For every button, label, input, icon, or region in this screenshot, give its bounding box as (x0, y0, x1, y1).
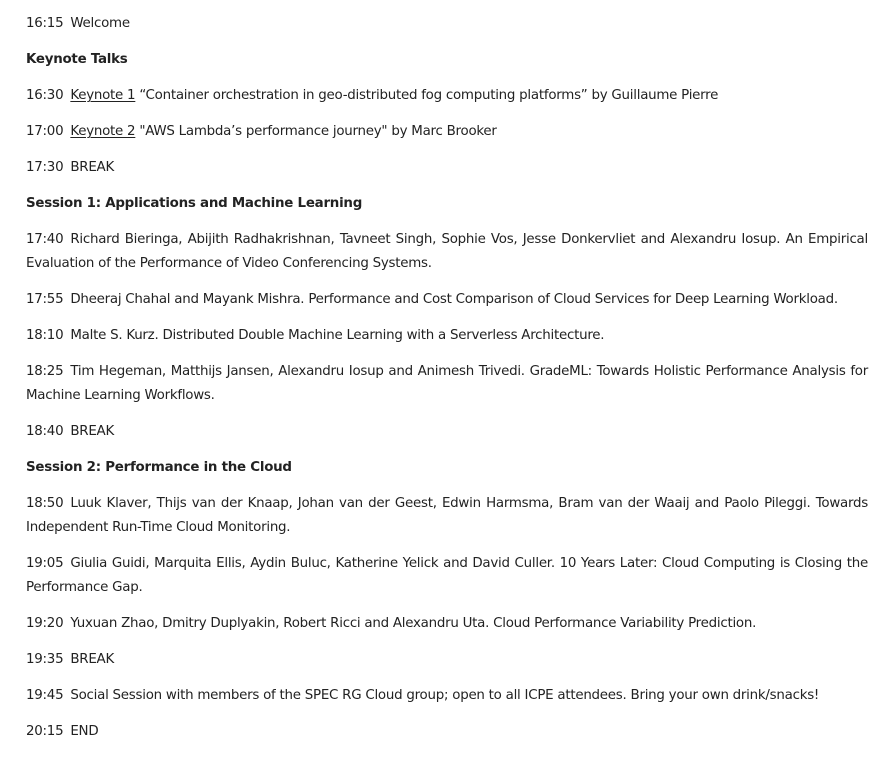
time-label: 18:25 (26, 364, 64, 379)
time-label: 19:45 (26, 688, 64, 703)
time-label: 16:15 (26, 16, 64, 31)
talk-text: Giulia Guidi, Marquita Ellis, Aydin Buluc, Katherine Yelick and David Culler. 10 Years Later: Cloud Computing is Closing the Performance Gap. (26, 556, 868, 595)
schedule-row-keynote-2 (26, 120, 868, 144)
entry-text: BREAK (70, 424, 114, 439)
section-heading-keynote-talks: Keynote Talks (26, 52, 128, 67)
talk-text: Dheeraj Chahal and Mayank Mishra. Performance and Cost Comparison of Cloud Services for Deep Learning Workload. (70, 292, 838, 307)
entry-text: Welcome (70, 16, 130, 31)
section-heading-session-2: Session 2: Performance in the Cloud (26, 460, 292, 475)
time-label: 16:30 (26, 88, 64, 103)
section-heading-session-1: Session 1: Applications and Machine Learning (26, 196, 363, 211)
schedule-row-talk (26, 552, 868, 600)
time-label: 19:35 (26, 652, 64, 667)
talk-text: Malte S. Kurz. Distributed Double Machine Learning with a Serverless Architecture. (70, 328, 605, 343)
talk-text: Luuk Klaver, Thijs van der Knaap, Johan van der Geest, Edwin Harmsma, Bram van der Waaij and Paolo Pileggi. Towards Independent Run-Time Cloud Monitoring. (26, 496, 868, 535)
entry-text: BREAK (70, 160, 114, 175)
time-label: 17:40 (26, 232, 64, 247)
program-schedule (26, 12, 868, 756)
entry-text: Social Session with members of the SPEC RG Cloud group; open to all ICPE attendees. Bring your own drink/snacks! (70, 688, 820, 703)
time-label: 17:00 (26, 124, 64, 139)
talk-text: Yuxuan Zhao, Dmitry Duplyakin, Robert Ricci and Alexandru Uta. Cloud Performance Variability Prediction. (70, 616, 757, 631)
schedule-row-welcome (26, 12, 868, 36)
schedule-row-break (26, 648, 868, 672)
talk-text: Tim Hegeman, Matthijs Jansen, Alexandru Iosup and Animesh Trivedi. GradeML: Towards Holistic Performance Analysis for Machine Learning Workflows. (26, 364, 868, 403)
schedule-row-talk (26, 492, 868, 540)
schedule-row-end (26, 720, 868, 744)
schedule-row-break (26, 420, 868, 444)
time-label: 18:40 (26, 424, 64, 439)
time-label: 18:10 (26, 328, 64, 343)
schedule-row-talk (26, 612, 868, 636)
schedule-row-social-session (26, 684, 868, 708)
keynote-1-text: “Container orchestration in geo-distributed fog computing platforms” by Guillaume Pierre (139, 88, 719, 103)
time-label: 17:30 (26, 160, 64, 175)
schedule-row-talk (26, 360, 868, 408)
schedule-row-keynote-1 (26, 84, 868, 108)
entry-text: END (70, 724, 99, 739)
time-label: 20:15 (26, 724, 64, 739)
schedule-row-talk (26, 228, 868, 276)
time-label: 18:50 (26, 496, 64, 511)
schedule-row-talk (26, 288, 868, 312)
time-label: 19:05 (26, 556, 64, 571)
keynote-1-link[interactable]: Keynote 1 (70, 88, 136, 103)
keynote-2-text: "AWS Lambda’s performance journey" by Marc Brooker (139, 124, 497, 139)
schedule-row-break (26, 156, 868, 180)
talk-text: Richard Bieringa, Abijith Radhakrishnan, Tavneet Singh, Sophie Vos, Jesse Donkervliet and Alexandru Iosup. An Empirical Evaluation of the Performance of Video Conferencing Systems. (26, 232, 868, 271)
schedule-row-talk (26, 324, 868, 348)
time-label: 17:55 (26, 292, 64, 307)
entry-text: BREAK (70, 652, 114, 667)
time-label: 19:20 (26, 616, 64, 631)
keynote-2-link[interactable]: Keynote 2 (70, 124, 136, 139)
